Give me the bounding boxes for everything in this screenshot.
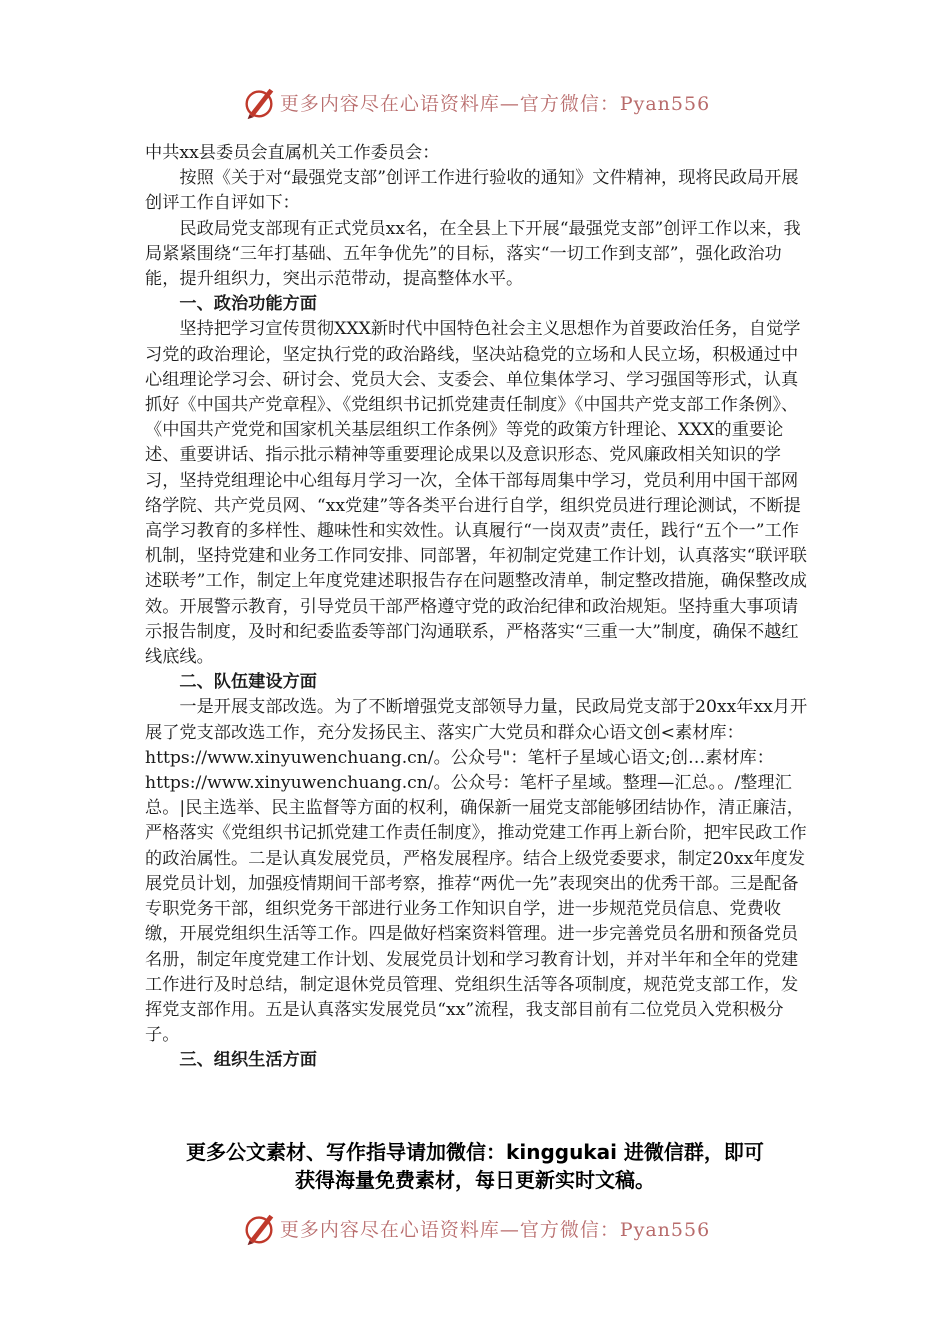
body-paragraph: 坚持把学习宣传贯彻XXX新时代中国特色社会主义思想作为首要政治任务，自觉学习党的政治理论，坚定执行党的政治路线，坚决站稳党的立场和人民立场，积极通过中心组理论学习会、研讨会、党员大会、支委会、单位集体学习、学习强国等形式，认真抓好《中国共产党章程》、《党组织书记抓党建责任制度》《中国共产党支部工作条例》、《中国共产党党和国家机关基层组织工作条例》等党的政策方针理论、XXX的重要论述、重要讲话、指示批示精神等重要理论成果以及意识形态、党风廉政相关知识的学习，坚持党组理论中心组每月学习一次，全体干部每周集中学习，党员利用中国干部网络学院、共产党员网、“xx党建”等各类平台进行自学，组织党员进行理论测试，不断提高学习教育的多样性、趣味性和实效性。认真履行“一岗双责”责任，践行“五个一”工作机制，坚持党建和业务工作同安排、同部署，年初制定党建工作计划，认真落实“联评联述联考”工作，制定上年度党建述职报告存在问题整改清单，制定整改措施，确保整改成效。开展警示教育，引导党员干部严格遵守党的政治纪律和政治规矩。坚持重大事项请示报告制度，及时和纪委监委等部门沟通联系，严格落实“三重一大”制度，确保不越红线底线。 bbox=[145, 319, 807, 668]
section-heading: 一、政治功能方面 bbox=[179, 294, 317, 315]
promo-line-2: 获得海量免费素材，每日更新实时文稿。 bbox=[295, 1168, 655, 1192]
footer-banner bbox=[0, 1208, 950, 1248]
body-paragraph: 一是开展支部改选。为了不断增强党支部领导力量，民政局党支部于20xx年xx月开展了党支部改选工作，充分发扬民主、落实广大党员和群众心语文创<素材库：https://www.xinyuwenchuang.cn/。公众号"：笔杆子星域心语文;创…素材库：https://www.xinyuwenchuang.cn/。公众号：笔杆子星域。整理—汇总。。/整理汇总。|民主选举、民主监督等方面的权利，确保新一届党支部能够团结协作，清正廉洁，严格落实《党组织书记抓党建工作责任制度》，推动党建工作再上新台阶，把牢民政工作的政治属性。二是认真发展党员，严格发展程序。结合上级党委要求，制定20xx年度发展党员计划，加强疫情期间干部考察，推荐“两优一先”表现突出的优秀干部。三是配备专职党务干部，组织党务干部进行业务工作知识自学，进一步规范党员信息、党费收缴，开展党组织生活等工作。四是做好档案资料管理。进一步完善党员名册和预备党员名册，制定年度党建工作计划、发展党员计划和学习教育计划，并对半年和全年的党建工作进行及时总结，制定退休党员管理、党组织生活等各项制度，规范党支部工作，发挥党支部作用。五是认真落实发展党员“xx”流程，我支部目前有二位党员入党积极分子。 bbox=[145, 697, 808, 1046]
footer-banner-text: 更多内容尽在心语资料库—官方微信：Pyan556 bbox=[279, 1218, 711, 1241]
promo-block bbox=[0, 1138, 950, 1194]
salutation: 中共xx县委员会直属机关工作委员会： bbox=[145, 143, 440, 163]
body-paragraph: 按照《关于对“最强党支部”创评工作进行验收的通知》文件精神，现将民政局开展创评工作自评如下： bbox=[145, 168, 799, 214]
body-paragraph: 民政局党支部现有正式党员xx名，在全县上下开展“最强党支部”创评工作以来，我局紧紧围绕“三年打基础、五年争优先”的目标，落实“一切工作到支部”，强化政治功能，提升组织力，突出示范带动，提高整体水平。 bbox=[145, 218, 801, 290]
document-body bbox=[145, 141, 813, 1074]
promo-line-1: 更多公文素材、写作指导请加微信：kinggukai 进微信群，即可 bbox=[186, 1140, 764, 1164]
pen-circle-logo-icon bbox=[240, 83, 278, 121]
header-banner bbox=[0, 82, 950, 122]
paragraph-list bbox=[145, 166, 813, 1073]
header-banner-text: 更多内容尽在心语资料库—官方微信：Pyan556 bbox=[279, 92, 711, 115]
pen-circle-logo-icon bbox=[240, 1209, 278, 1247]
section-heading: 三、组织生活方面 bbox=[179, 1050, 317, 1071]
section-heading: 二、队伍建设方面 bbox=[179, 672, 317, 693]
